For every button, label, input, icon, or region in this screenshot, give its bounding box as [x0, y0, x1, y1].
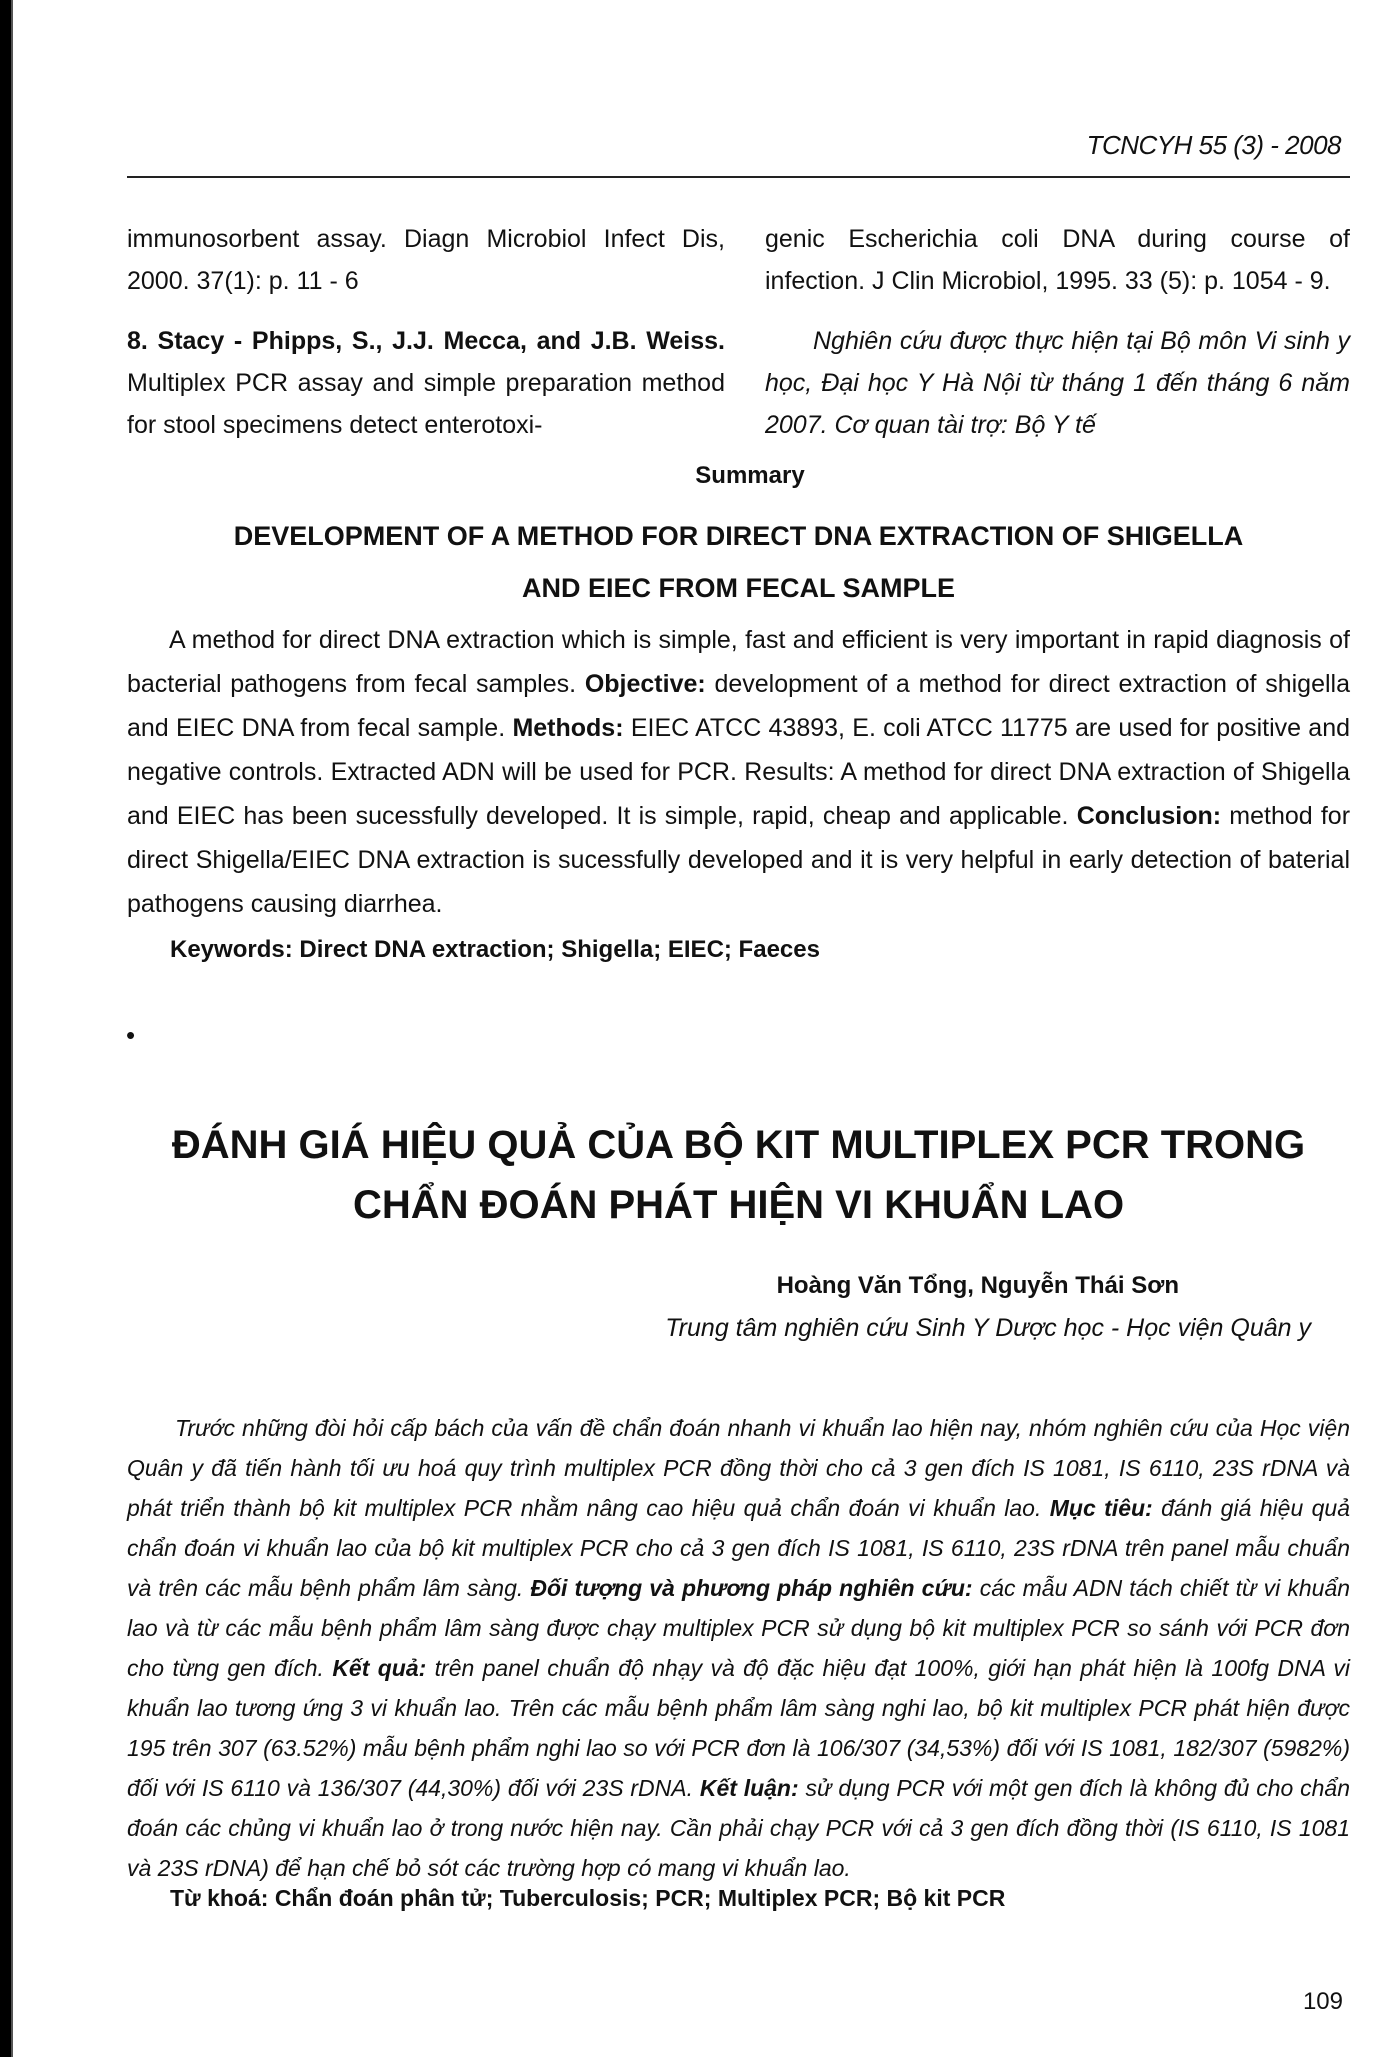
abstract-conclusion-text: sử dụng PCR với một gen đích là không đủ cho chẩn đoán các chủng vi khuẩn lao ở trong nước hiện nay. Cần phải chạy PCR với cả 3 gen đích đồng thời (IS 6110, IS 1081 và 23S rDNA) để hạn chế bỏ sót các trường hợp có mang vi khuẩn lao. — [127, 1775, 1350, 1881]
abstract-objective-text: đánh giá hiệu quả chẩn đoán vi khuẩn lao của bộ kit multiplex PCR cho cả 3 gen đích IS 1081, IS 6110, 23S rDNA trên panel mẫu chuẩn và trên các mẫu bệnh phẩm lâm sàng. — [127, 1495, 1351, 1601]
right-column — [765, 218, 1350, 446]
header-rule — [127, 176, 1350, 178]
summary-body — [127, 618, 1350, 926]
abstract-results-label: Kết quả: — [332, 1655, 427, 1681]
abstract-conclusion-label: Kết luận: — [699, 1775, 799, 1801]
summary-title — [127, 510, 1350, 614]
summary-title-line-1: DEVELOPMENT OF A METHOD FOR DIRECT DNA EXTRACTION OF SHIGELLA — [233, 521, 1244, 551]
article-affiliation: Trung tâm nghiên cứu Sinh Y Dược học - Học viện Quân y — [665, 1314, 1311, 1342]
summary-methods-text: EIEC ATCC 43893, E. coli ATCC 11775 are used for positive and negative controls. Extracted ADN will be used for PCR. Results: A method for direct DNA extraction of Shigella and EIEC has been sucessfully developed. It is simple, rapid, cheap and applicable. — [127, 714, 1351, 830]
abstract-results-text: trên panel chuẩn độ nhạy và độ đặc hiệu đạt 100%, giới hạn phát hiện là 100fg DNA vi khuẩn lao tương ứng 3 vi khuẩn lao. Trên các mẫu bệnh phẩm lâm sàng nghi lao, bộ kit multiplex PCR phát hiện được 195 trên 307 (63.52%) mẫu bệnh phẩm nghi lao so với PCR đơn là 106/307 (34,53%) đối với IS 1081, 182/307 (5982%) đối với IS 6110 và 136/307 (44,30%) đối với 23S rDNA. — [127, 1655, 1351, 1801]
running-header: TCNCYH 55 (3) - 2008 — [1086, 130, 1341, 160]
reference-8-continuation: genic Escherichia coli DNA during course of infection. J Clin Microbiol, 1995. 33 (5): p. 1054 - 9. — [765, 225, 1350, 295]
reference-8 — [127, 320, 725, 446]
summary-title-line-2: AND EIEC FROM FECAL SAMPLE — [521, 573, 955, 603]
abstract-intro: Trước những đòi hỏi cấp bách của vấn đề chẩn đoán nhanh vi khuẩn lao hiện nay, nhóm nghiên cứu của Học viện Quân y đã tiến hành tối ưu hoá quy trình multiplex PCR đồng thời cho cả 3 gen đích IS 1081, IS 6110, 23S rDNA và phát triển thành bộ kit multiplex PCR nhằm nâng cao hiệu quả chẩn đoán vi khuẩn lao. — [127, 1415, 1350, 1521]
summary-objective-text: development of a method for direct extraction of shigella and EIEC DNA from fecal sample. — [127, 670, 1350, 742]
summary-methods-label: Methods: — [512, 714, 624, 742]
scan-edge — [0, 0, 11, 2057]
article-abstract — [127, 1408, 1350, 1888]
summary-label: Summary — [695, 462, 805, 489]
bullet-mark: • — [126, 1020, 136, 1050]
abstract-subjects-text: các mẫu ADN tách chiết từ vi khuẩn lao và từ các mẫu bệnh phẩm lâm sàng được chạy multiplex PCR sử dụng bộ kit multiplex PCR so sánh với PCR đơn cho từng gen đích. — [127, 1575, 1351, 1681]
abstract-objective-label: Mục tiêu: — [1049, 1495, 1153, 1521]
page-number: 109 — [1302, 1988, 1343, 2015]
scan-edge-shadow — [11, 0, 13, 2057]
article-title-line-2: CHẨN ĐOÁN PHÁT HIỆN VI KHUẨN LAO — [352, 1183, 1125, 1227]
abstract-subjects-label: Đối tượng và phương pháp nghiên cứu: — [530, 1575, 973, 1601]
reference-8-authors: 8. Stacy - Phipps, S., J.J. Mecca, and J.B. Weiss. — [127, 327, 725, 355]
summary-keywords: Keywords: Direct DNA extraction; Shigella; EIEC; Faeces — [170, 936, 820, 963]
article-title-line-1: ĐÁNH GIÁ HIỆU QUẢ CỦA BỘ KIT MULTIPLEX PCR TRONG — [171, 1123, 1306, 1167]
summary-conclusion-label: Conclusion: — [1076, 802, 1222, 830]
reference-8-text: Multiplex PCR assay and simple preparation method for stool specimens detect enterotoxi- — [127, 369, 725, 439]
summary-conclusion-text: method for direct Shigella/EIEC DNA extraction is sucessfully developed and it is very helpful in early detection of baterial pathogens causing diarrhea. — [127, 802, 1351, 918]
funding-note: Nghiên cứu được thực hiện tại Bộ môn Vi sinh y học, Đại học Y Hà Nội từ tháng 1 đến tháng 6 năm 2007. Cơ quan tài trợ: Bộ Y tế — [765, 327, 1350, 439]
left-column — [127, 218, 725, 446]
article-title — [127, 1115, 1350, 1235]
article-authors: Hoàng Văn Tổng, Nguyễn Thái Sơn — [776, 1272, 1179, 1299]
article-keywords: Từ khoá: Chẩn đoán phân tử; Tuberculosis; PCR; Multiplex PCR; Bộ kit PCR — [170, 1885, 1006, 1911]
summary-objective-label: Objective: — [584, 670, 706, 698]
reference-7-tail: immunosorbent assay. Diagn Microbiol Infect Dis, 2000. 37(1): p. 11 - 6 — [127, 225, 725, 295]
summary-intro: A method for direct DNA extraction which is simple, fast and efficient is very important in rapid diagnosis of bacterial pathogens from fecal samples. — [127, 626, 1350, 698]
